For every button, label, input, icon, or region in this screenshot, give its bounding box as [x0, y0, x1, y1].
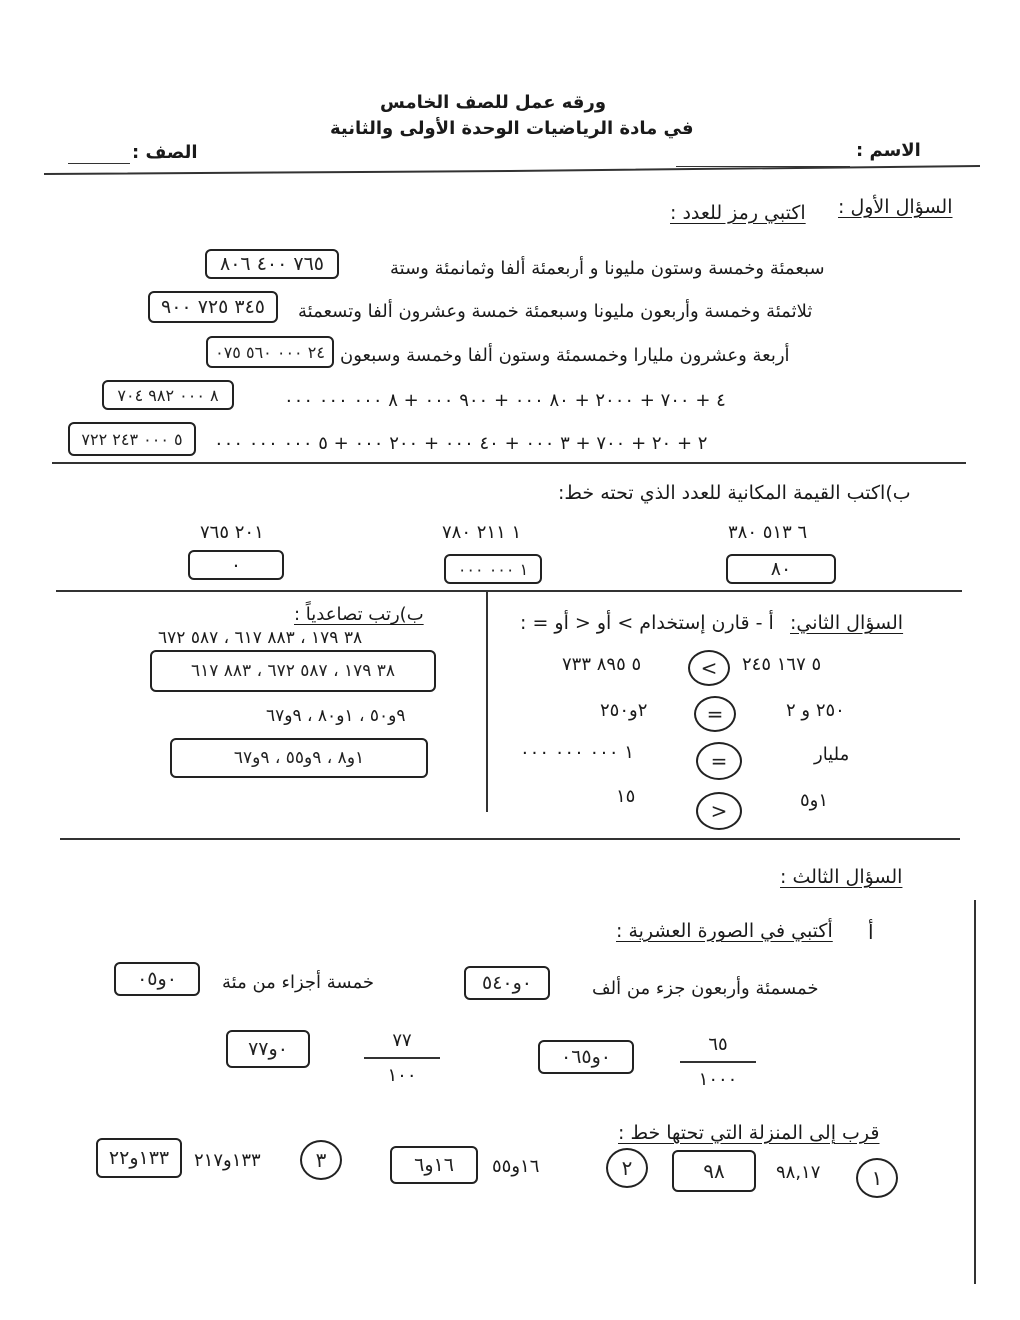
- class-label: الصف :: [132, 142, 198, 163]
- q1b-item-2-answer: ١ ٠٠٠ ٠٠٠: [444, 554, 542, 584]
- q1b-item-1-number: ٦ ٥١٣ ٣٨٠: [728, 522, 808, 543]
- q3-word-1-answer: ٠و٥٤٠: [464, 966, 550, 1000]
- q2-item-4-symbol: <: [696, 792, 742, 830]
- q3-round-2-answer: ١٦و٦: [390, 1146, 478, 1184]
- worksheet-subtitle: في مادة الرياضيات الوحدة الأولى والثانية: [330, 118, 694, 139]
- q2-item-2-left: ٢و٢٥٠: [600, 700, 648, 721]
- q3-fraction-2-bar: [364, 1057, 440, 1059]
- q3-word-2-answer: ٠و٠٥: [114, 962, 200, 996]
- q3-title: السؤال الثالث :: [780, 866, 903, 888]
- q1-item-3-answer: ٢٤ ٠٠٠ ٥٦٠ ٠٧٥: [206, 336, 334, 368]
- q1-item-5-text: ٢ + ٢٠ + ٧٠٠ + ٣ ٠٠٠ + ٤٠ ٠٠٠ + ٢٠٠ ٠٠٠ + ٥ ٠٠٠ ٠٠٠ ٠٠٠: [214, 433, 708, 454]
- q1b-instruction: ب)اكتب القيمة المكانية للعدد الذي تحته خط:: [558, 482, 911, 504]
- q1-item-1-text: سبعمئة وخمسة وستون مليونا و أربعمئة ألفا وثمانمئة وستة: [390, 258, 825, 279]
- q2-item-4-right: ١و٥: [800, 790, 829, 811]
- q3-fraction-2-answer: ٠و٧٧: [226, 1030, 310, 1068]
- q3-round-3-value: ١٣٣و٢١٧: [194, 1150, 261, 1171]
- q3-round-3-answer: ١٣٣و٢٢: [96, 1138, 182, 1178]
- q3-fraction-1: [680, 1034, 756, 1090]
- q3-round-2-num: ٢: [606, 1148, 648, 1188]
- q3-fraction-1-denominator: ١٠٠٠: [698, 1069, 738, 1090]
- q2-column-divider: [486, 592, 488, 812]
- q3-fraction-1-bar: [680, 1061, 756, 1063]
- q1-item-3-text: أربعة وعشرون مليارا وخمسمئة وستون ألفا وخمسة وسبعون: [340, 345, 790, 366]
- q2-item-2-right: ٢٥٠ و ٢: [786, 700, 845, 721]
- q2-item-3-right: مليار: [814, 744, 850, 765]
- q1-item-2-text: ثلاثمئة وخمسة وأربعون مليونا وسبعمئة خمسة وعشرون ألفا وتسعمئة: [298, 301, 813, 322]
- q2-item-2-symbol: =: [694, 696, 736, 732]
- name-label: الاسم :: [856, 140, 921, 161]
- q1b-item-3-number: ٢٠١ ٧٦٥: [200, 522, 264, 543]
- q1-item-5-answer: ٥ ٠٠٠ ٢٤٣ ٧٢٢: [68, 422, 196, 456]
- q1-item-1-answer: ٧٦٥ ٤٠٠ ٨٠٦: [205, 249, 339, 279]
- q1-divider: [52, 462, 966, 464]
- q1-item-2-answer: ٣٤٥ ٧٢٥ ٩٠٠: [148, 291, 278, 323]
- q3-fraction-1-numerator: ٦٥: [708, 1034, 728, 1055]
- q2-item-1-left: ٥ ٨٩٥ ٧٣٣: [562, 654, 642, 675]
- q3-fraction-2-denominator: ١٠٠: [387, 1065, 417, 1086]
- q3-fraction-1-answer: ٠و٠٦٥: [538, 1040, 634, 1074]
- q1b-item-1-answer: ٨٠: [726, 554, 836, 584]
- page-edge-line: [974, 900, 976, 1284]
- q2b-set-1: ٣٨ ١٧٩ ، ٨٨٣ ٦١٧ ، ٥٨٧ ٦٧٢: [158, 628, 363, 648]
- q1-title: السؤال الأول :: [838, 196, 953, 218]
- q3-round-1-answer: ٩٨: [672, 1150, 756, 1192]
- q1b-item-2-number: ١ ٢١١ ٧٨٠: [442, 522, 522, 543]
- q2b-instruction: ب)رتب تصاعدياً :: [294, 604, 424, 625]
- q2-instruction: أ - قارن إستخدام > أو < أو = :: [520, 612, 774, 634]
- q1b-item-3-answer: ٠: [188, 550, 284, 580]
- q2-item-4-left: ١٥: [616, 786, 636, 807]
- q3-round-2-value: ١٦و٥٥: [492, 1156, 540, 1177]
- q2-item-3-left: ١ ٠٠٠ ٠٠٠ ٠٠٠: [520, 742, 634, 763]
- q3-fraction-2-numerator: ٧٧: [392, 1030, 412, 1051]
- q2b-answer-1: ٣٨ ١٧٩ ، ٥٨٧ ٦٧٢ ، ٨٨٣ ٦١٧: [150, 650, 436, 692]
- q2-item-1-right: ٥ ١٦٧ ٢٤٥: [742, 654, 822, 675]
- q3-instruction: أكتبي في الصورة العشرية :: [616, 920, 833, 942]
- q1-item-4-text: ٤ + ٧٠٠ + ٢٠٠٠ + ٨٠ ٠٠٠ + ٩٠٠ ٠٠٠ + ٨ ٠٠٠ ٠٠٠ ٠٠٠: [284, 390, 726, 411]
- q2-item-3-symbol: =: [696, 742, 742, 780]
- q1-instruction: اكتبي رمز للعدد :: [670, 202, 806, 224]
- q3-round-1-value: ٩٨,١٧: [776, 1162, 821, 1183]
- q2-title: السؤال الثاني:: [790, 612, 904, 634]
- q2b-set-2: ٩و٥٠ ، ١و٨٠ ، ٩و٦٧: [266, 706, 406, 726]
- q3-fraction-2: [364, 1030, 440, 1086]
- q2b-answer-2: ١و٨ ، ٩و٥٥ ، ٩و٦٧: [170, 738, 428, 778]
- q1b-divider: [56, 590, 962, 592]
- q3-part-label: أ: [868, 920, 874, 944]
- q2-item-1-symbol: >: [688, 650, 730, 686]
- q3-word-1-text: خمسمئة وأربعون جزء من ألف: [592, 978, 819, 999]
- q2-divider: [60, 838, 960, 840]
- q3-word-2-text: خمسة أجزاء من مئة: [222, 972, 374, 993]
- worksheet-title: ورقه عمل للصف الخامس: [380, 92, 607, 113]
- q3-round-3-num: ٣: [300, 1140, 342, 1180]
- header-divider: [40, 164, 985, 178]
- q3-round-instruction: قرب إلى المنزلة التي تحتها خط :: [618, 1122, 880, 1144]
- q3-round-1-num: ١: [856, 1158, 898, 1198]
- q1-item-4-answer: ٨ ٠٠٠ ٩٨٢ ٧٠٤: [102, 380, 234, 410]
